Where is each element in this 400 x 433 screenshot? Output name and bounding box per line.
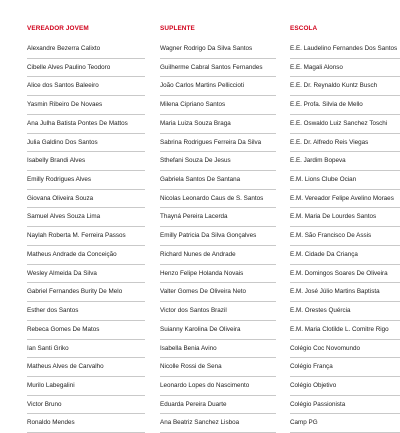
escola-name: E.M. Maria Clotilde L. Comitre Rigo [290, 321, 400, 340]
suplente-name: Sthefani Souza De Jesus [160, 152, 276, 171]
suplente-name: Ana Beatriz Sanchez Lisboa [160, 414, 276, 433]
vereador-jovem-name: Ronaldo Mendes [27, 414, 145, 433]
escola-list [290, 40, 400, 433]
suplente-name: João Carlos Martins Pelliccioti [160, 77, 276, 96]
header-vereador-jovem: VEREADOR JOVEM [27, 25, 89, 32]
suplente-name: Milena Cipriano Santos [160, 96, 276, 115]
suplente-name: Maria Luiza Souza Braga [160, 115, 276, 134]
suplente-name: Guilherme Cabral Santos Fernandes [160, 59, 276, 78]
escola-name: E.E. Profa. Silvia de Mello [290, 96, 400, 115]
escola-name: E.M. Cidade Da Criança [290, 246, 400, 265]
suplente-name: Isabella Benia Avino [160, 340, 276, 359]
escola-name: E.M. José Júlio Martins Baptista [290, 283, 400, 302]
vereador-jovem-name: Cibelle Alves Paulino Teodoro [27, 59, 145, 78]
vereador-jovem-name: Matheus Andrade da Conceição [27, 246, 145, 265]
vereador-jovem-name: Rebeca Gomes De Matos [27, 321, 145, 340]
vereador-jovem-name: Naylah Roberta M. Ferreira Passos [27, 227, 145, 246]
escola-name: E.E. Laudelino Fernandes Dos Santos [290, 40, 400, 59]
suplente-name: Suianny Karolina De Oliveira [160, 321, 276, 340]
suplente-name: Wagner Rodrigo Da Silva Santos [160, 40, 276, 59]
suplente-name: Richard Nunes de Andrade [160, 246, 276, 265]
escola-name: E.M. Domingos Soares De Oliveira [290, 265, 400, 284]
vereador-jovem-name: Giovana Oliveira Souza [27, 190, 145, 209]
vereador-jovem-name: Murilo Labegalini [27, 377, 145, 396]
vereador-jovem-name: Matheus Alves de Carvalho [27, 358, 145, 377]
escola-name: Camp PG [290, 414, 400, 433]
suplente-name: Nicolas Leonardo Caus de S. Santos [160, 190, 276, 209]
suplente-name: Leonardo Lopes do Nascimento [160, 377, 276, 396]
escola-name: Colégio França [290, 358, 400, 377]
escola-name: E.M. Vereador Felipe Avelino Moraes [290, 190, 400, 209]
vereador-jovem-name: Emilly Rodrigues Alves [27, 171, 145, 190]
suplente-name: Valter Gomes De Oliveira Neto [160, 283, 276, 302]
header-suplente: SUPLENTE [160, 25, 195, 32]
escola-name: Colégio Passionista [290, 396, 400, 415]
suplente-name: Thayná Pereira Lacerda [160, 208, 276, 227]
vereador-jovem-name: Ian Santi Griko [27, 340, 145, 359]
vereador-jovem-name: Alexandre Bezerra Calixto [27, 40, 145, 59]
escola-name: E.M. São Francisco De Assis [290, 227, 400, 246]
escola-name: Colégio Coc Novomundo [290, 340, 400, 359]
vereador-jovem-list [27, 40, 145, 433]
vereador-jovem-name: Esther dos Santos [27, 302, 145, 321]
escola-name: E.E. Jardim Bopeva [290, 152, 400, 171]
vereador-jovem-name: Julia Galdino Dos Santos [27, 134, 145, 153]
vereador-jovem-name: Yasmin Ribeiro De Novaes [27, 96, 145, 115]
vereador-jovem-name: Gabriel Fernandes Burity De Melo [27, 283, 145, 302]
escola-name: E.E. Dr. Reynaldo Kuntz Busch [290, 77, 400, 96]
vereador-jovem-name: Wesley Almeida Da Silva [27, 265, 145, 284]
escola-name: Colégio Objetivo [290, 377, 400, 396]
suplente-name: Eduarda Pereira Duarte [160, 396, 276, 415]
suplente-name: Gabriela Santos De Santana [160, 171, 276, 190]
suplente-name: Henzo Felipe Holanda Novais [160, 265, 276, 284]
escola-name: E.M. Orestes Quércia [290, 302, 400, 321]
vereador-jovem-name: Alice dos Santos Baleeiro [27, 77, 145, 96]
suplente-name: Nicolle Rossi de Sena [160, 358, 276, 377]
vereador-jovem-name: Victor Bruno [27, 396, 145, 415]
escola-name: E.E. Magali Alonso [290, 59, 400, 78]
vereador-jovem-name: Samuel Alves Souza Lima [27, 208, 145, 227]
vereador-jovem-name: Isabelly Brandi Alves [27, 152, 145, 171]
escola-name: E.M. Maria De Lourdes Santos [290, 208, 400, 227]
escola-name: E.E. Dr. Alfredo Reis Viegas [290, 134, 400, 153]
suplente-name: Emilly Patricia Da Silva Gonçalves [160, 227, 276, 246]
suplente-name: Sabrina Rodrigues Ferreira Da Silva [160, 134, 276, 153]
suplente-list [160, 40, 276, 433]
suplente-name: Victor dos Santos Brazil [160, 302, 276, 321]
header-escola: ESCOLA [290, 25, 318, 32]
escola-name: E.E. Oswaldo Luiz Sanchez Toschi [290, 115, 400, 134]
vereador-jovem-name: Ana Julha Batista Pontes De Mattos [27, 115, 145, 134]
escola-name: E.M. Lions Clube Ocian [290, 171, 400, 190]
